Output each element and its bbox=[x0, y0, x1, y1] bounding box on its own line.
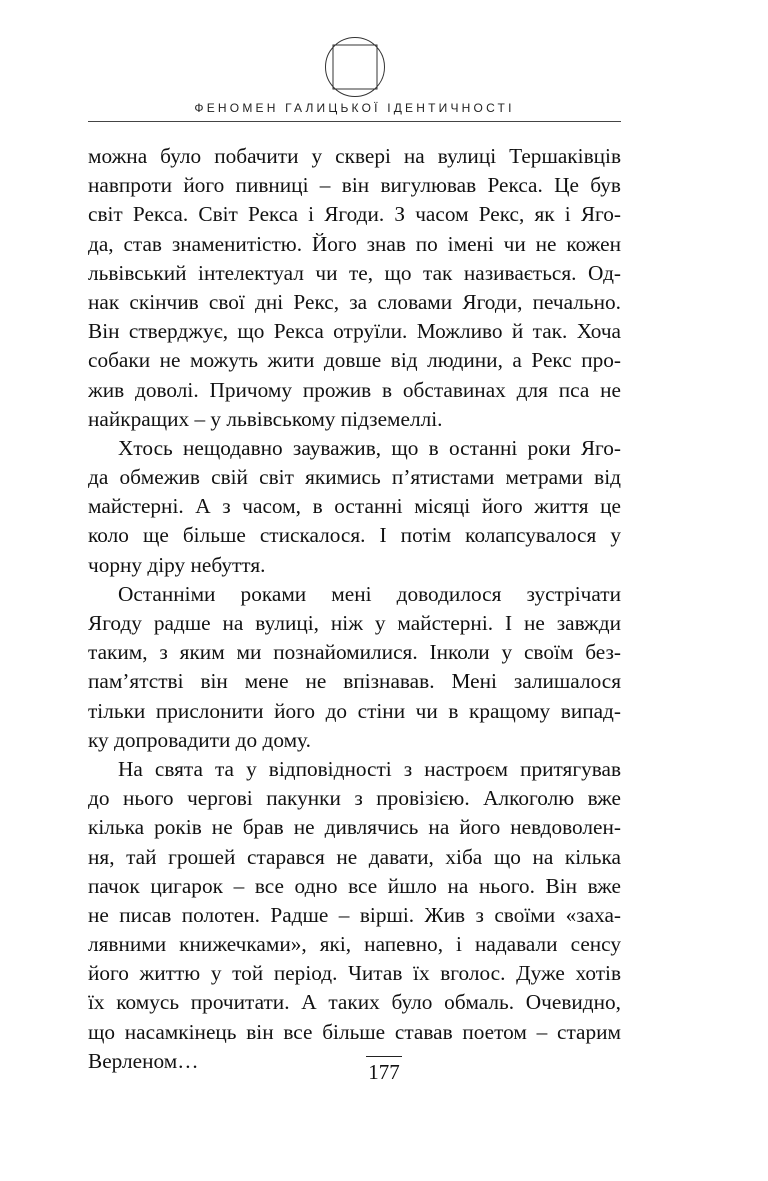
text-line: що насамкінець він все більше ставав поетом – старим bbox=[88, 1019, 621, 1044]
text-line: собаки не можуть жити довше від людини, а Рекс про- bbox=[88, 348, 621, 373]
header-rule bbox=[88, 121, 621, 122]
text-line: да обмежив свій світ якимись п’ятистами метрами від bbox=[88, 465, 621, 490]
text-line: нак скінчив свої дні Рекс, за словами Ягоди, печально. bbox=[88, 289, 621, 314]
body-text bbox=[88, 142, 621, 1076]
text-line: майстерні. А з часом, в останні місяці його життя це bbox=[88, 494, 621, 519]
circle-square-emblem-icon bbox=[324, 36, 386, 98]
text-line: львівський інтелектуал чи те, що так називається. Од- bbox=[88, 260, 621, 285]
paragraph bbox=[88, 142, 621, 434]
text-line: його життю у той період. Читав їх вголос. Дуже хотів bbox=[88, 961, 621, 986]
text-line: пачок цигарок – все одно все йшло на нього. Він вже bbox=[88, 873, 621, 898]
text-line: ку допровадити до дому. bbox=[88, 727, 311, 752]
text-line: Ягоду радше на вулиці, ніж у майстерні. І не завжди bbox=[88, 611, 621, 635]
text-line: можна було побачити у сквері на вулиці Тершаківців bbox=[88, 144, 621, 168]
text-line: жив доволі. Причому прожив в обставинах для пса не bbox=[88, 377, 621, 402]
page-footer bbox=[0, 1056, 768, 1085]
text-line: до нього чергові пакунки з провізією. Алкоголю вже bbox=[88, 786, 621, 811]
text-line: ня, тай грошей старався не давати, хіба що на кілька bbox=[88, 844, 621, 869]
text-line: Останніми роками мені доводилося зустрічати bbox=[118, 581, 621, 606]
text-line: Хтось нещодавно зауважив, що в останні роки Яго- bbox=[118, 435, 621, 460]
running-head: ФЕНОМЕН ГАЛИЦЬКОЇ ІДЕНТИЧНОСТІ bbox=[194, 101, 515, 115]
text-line: таким, з яким ми познайомилися. Інколи у своїм без- bbox=[88, 640, 621, 665]
text-line: коло ще більше стискалося. І потім колапсувалося у bbox=[88, 523, 621, 548]
text-line: Верленом… bbox=[88, 1048, 199, 1073]
text-line: світ Рекса. Світ Рекса і Ягоди. З часом Рекс, як і Яго- bbox=[88, 202, 621, 227]
text-line: їх комусь прочитати. А таких було обмаль. Очевидно, bbox=[88, 990, 621, 1015]
text-line: да, став знаменитістю. Його знав по імені чи не кожен bbox=[88, 231, 621, 256]
text-line: тільки прислонити його до стіни чи в кращому випад- bbox=[88, 698, 621, 723]
paragraph bbox=[88, 434, 621, 580]
paragraph bbox=[88, 755, 621, 1076]
page-number: 177 bbox=[366, 1056, 402, 1085]
text-line: кілька років не брав не дивлячись на його невдоволен- bbox=[88, 815, 621, 840]
text-line: лявними книжечками», які, напевно, і надавали сенсу bbox=[88, 932, 621, 957]
text-line: не писав полотен. Радше – вірші. Жив з своїми «заха- bbox=[88, 902, 621, 927]
paragraph bbox=[88, 580, 621, 755]
text-line: навпроти його пивниці – він вигулював Рекса. Це був bbox=[88, 173, 621, 198]
text-line: На свята та у відповідності з настроєм притягував bbox=[118, 756, 621, 781]
text-line: Він стверджує, що Рекса отруїли. Можливо й так. Хоча bbox=[88, 319, 621, 344]
text-line: найкращих – у львівському підземеллі. bbox=[88, 406, 443, 431]
text-line: чорну діру небуття. bbox=[88, 552, 266, 577]
text-line: пам’ятстві він мене не впізнавав. Мені залишалося bbox=[88, 669, 621, 694]
